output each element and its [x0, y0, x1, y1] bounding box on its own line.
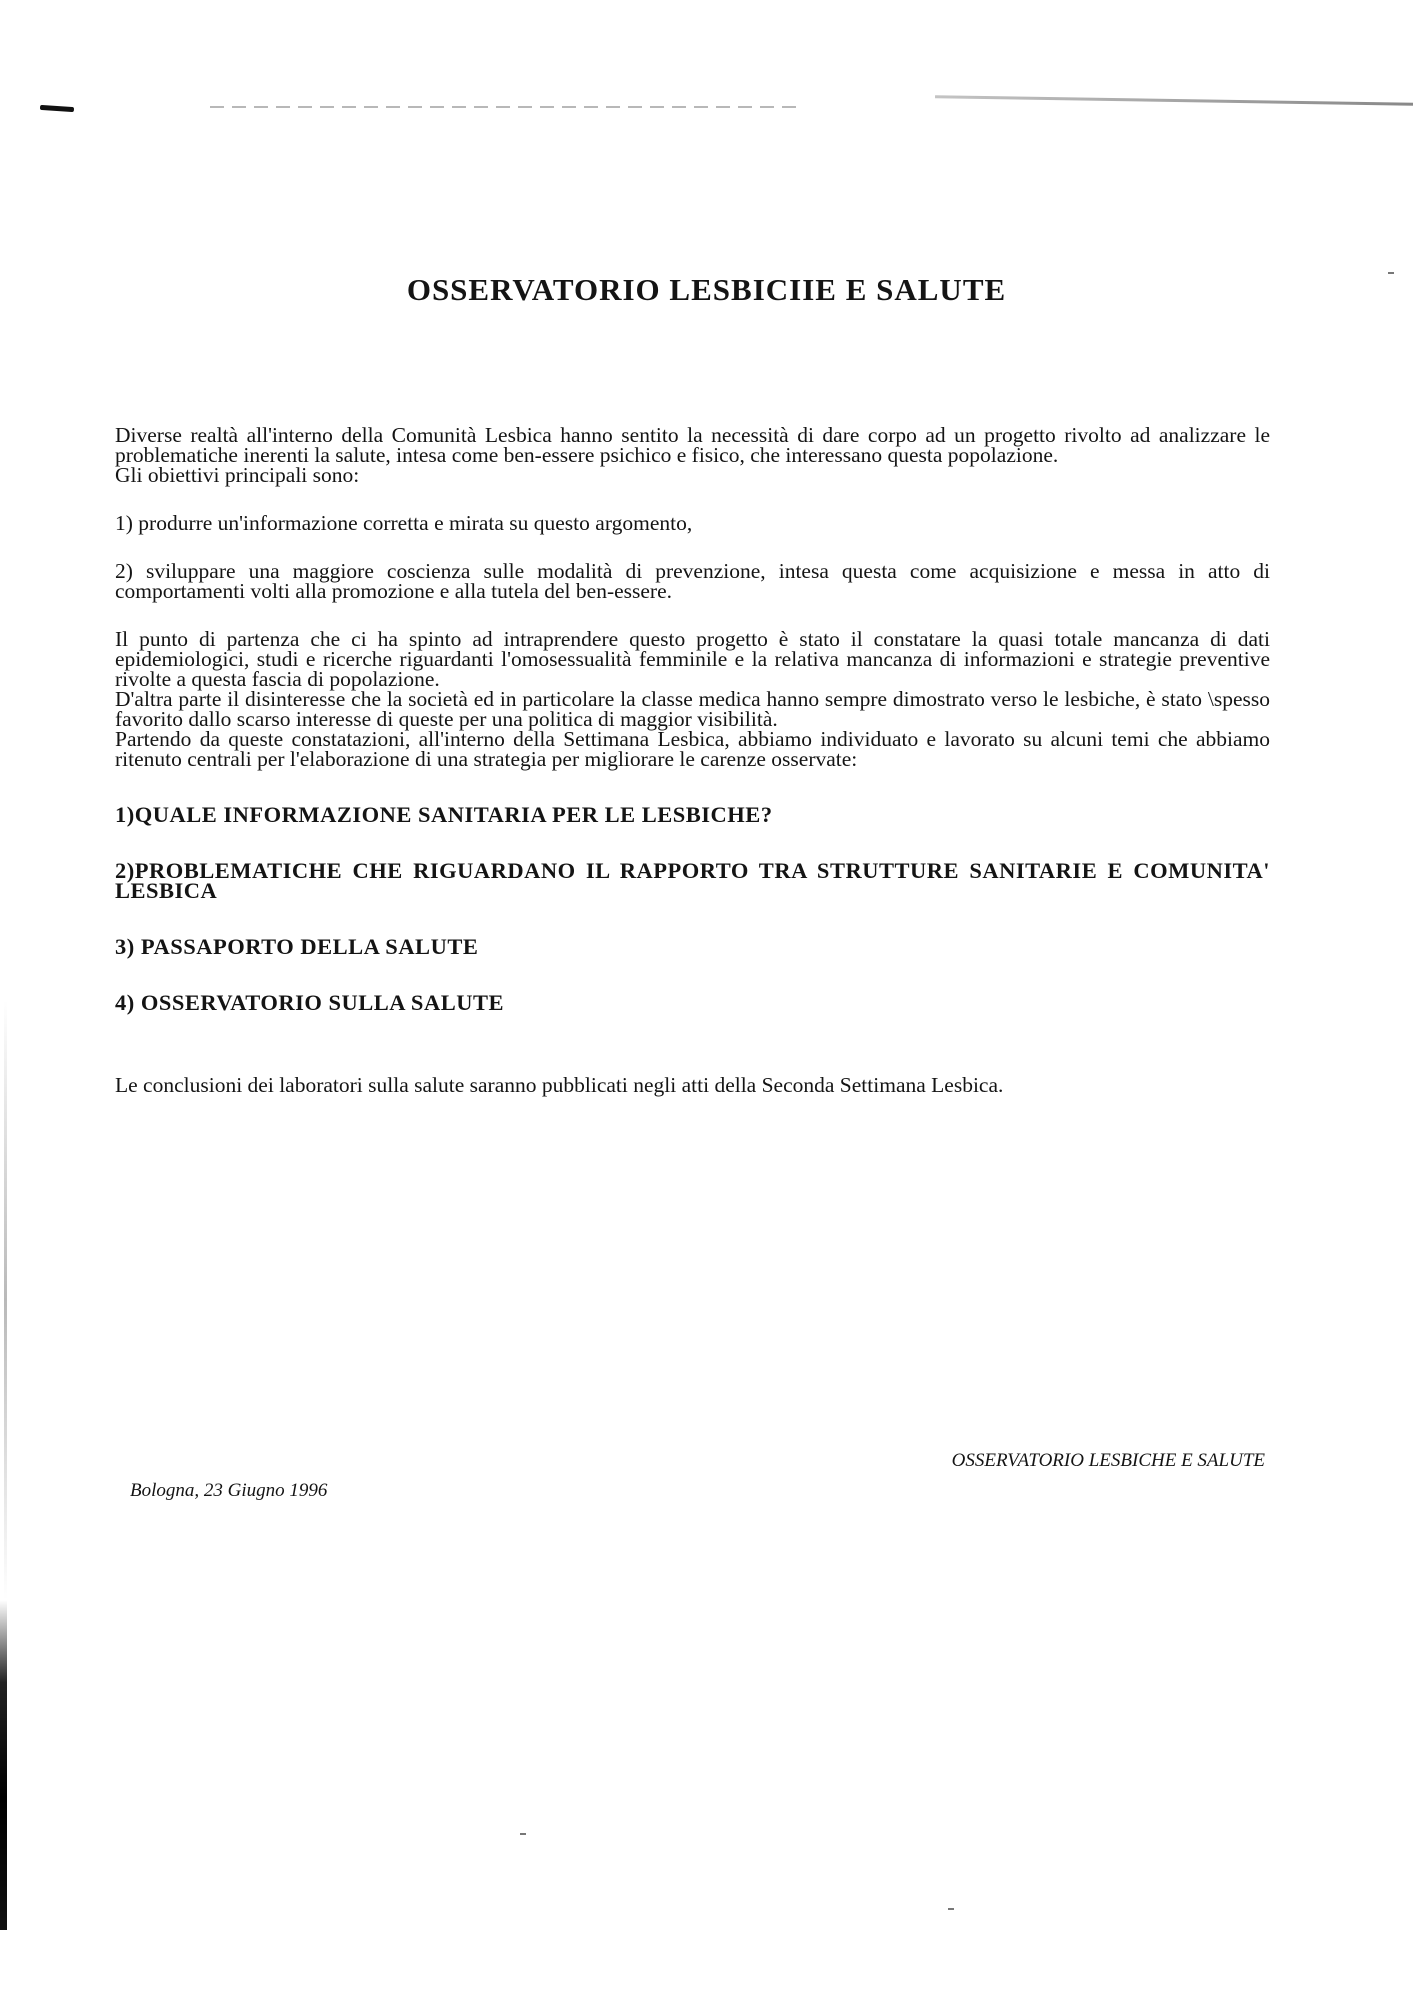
document-title: OSSERVATORIO LESBICIIE E SALUTE [406, 272, 1007, 307]
signature-line: OSSERVATORIO LESBICHE E SALUTE [951, 1450, 1265, 1471]
scan-artifact-mark [40, 105, 74, 112]
topic-heading: 1)QUALE INFORMAZIONE SANITARIA PER LE LESBICHE? [115, 802, 773, 827]
objectives-lead: Gli obiettivi principali sono: [115, 463, 360, 487]
objective-item: 1) produrre un'informazione corretta e mirata su questo argomento, [115, 511, 693, 535]
conclusion-paragraph: Le conclusioni dei laboratori sulla salute saranno pubblicati negli atti della Seconda Settimana Lesbica. [115, 1073, 1004, 1097]
scan-artifact-dot [948, 1908, 954, 1910]
scan-artifact-line [210, 106, 800, 108]
scan-artifact-dot [520, 1833, 526, 1835]
topic-heading: 2)PROBLEMATICHE CHE RIGUARDANO IL RAPPORTO TRA STRUTTURE SANITARIE E COMUNITA' LESBICA [115, 858, 1270, 903]
body-paragraph: D'altra parte il disinteresse che la società ed in particolare la classe medica hanno sempre dimostrato verso le lesbiche, è stato \spesso favorito dallo scarso interesse di queste per una politica di maggior visibilità. [115, 687, 1270, 731]
scan-artifact-edge [0, 1600, 7, 1930]
place-date: Bologna, 23 Giugno 1996 [130, 1480, 328, 1501]
scan-artifact-edge [4, 1000, 7, 1600]
body-paragraph: Partendo da queste constatazioni, all'interno della Settimana Lesbica, abbiamo individuato e lavorato su alcuni temi che abbiamo ritenuto centrali per l'elaborazione di una strategia per migliorare le carenze osservate: [115, 727, 1270, 771]
topic-heading: 3) PASSAPORTO DELLA SALUTE [115, 934, 479, 959]
intro-paragraph: Diverse realtà all'interno della Comunità Lesbica hanno sentito la necessità di dare corpo ad un progetto rivolto ad analizzare le problematiche inerenti la salute, intesa come ben-essere psichico e fisico, che interessano questa popolazione. [115, 423, 1270, 467]
scan-artifact-line [935, 95, 1413, 106]
objective-item: 2) sviluppare una maggiore coscienza sulle modalità di prevenzione, intesa questa come acquisizione e messa in atto di comportamenti volti alla promozione e alla tutela del ben-essere. [115, 559, 1270, 603]
document-body [115, 425, 1270, 1095]
topic-heading: 4) OSSERVATORIO SULLA SALUTE [115, 990, 504, 1015]
body-paragraph: Il punto di partenza che ci ha spinto ad intraprendere questo progetto è stato il constatare la quasi totale mancanza di dati epidemiologici, studi e ricerche riguardanti l'omosessualità femminile e la relativa mancanza di informazioni e strategie preventive rivolte a questa fascia di popolazione. [115, 627, 1270, 691]
